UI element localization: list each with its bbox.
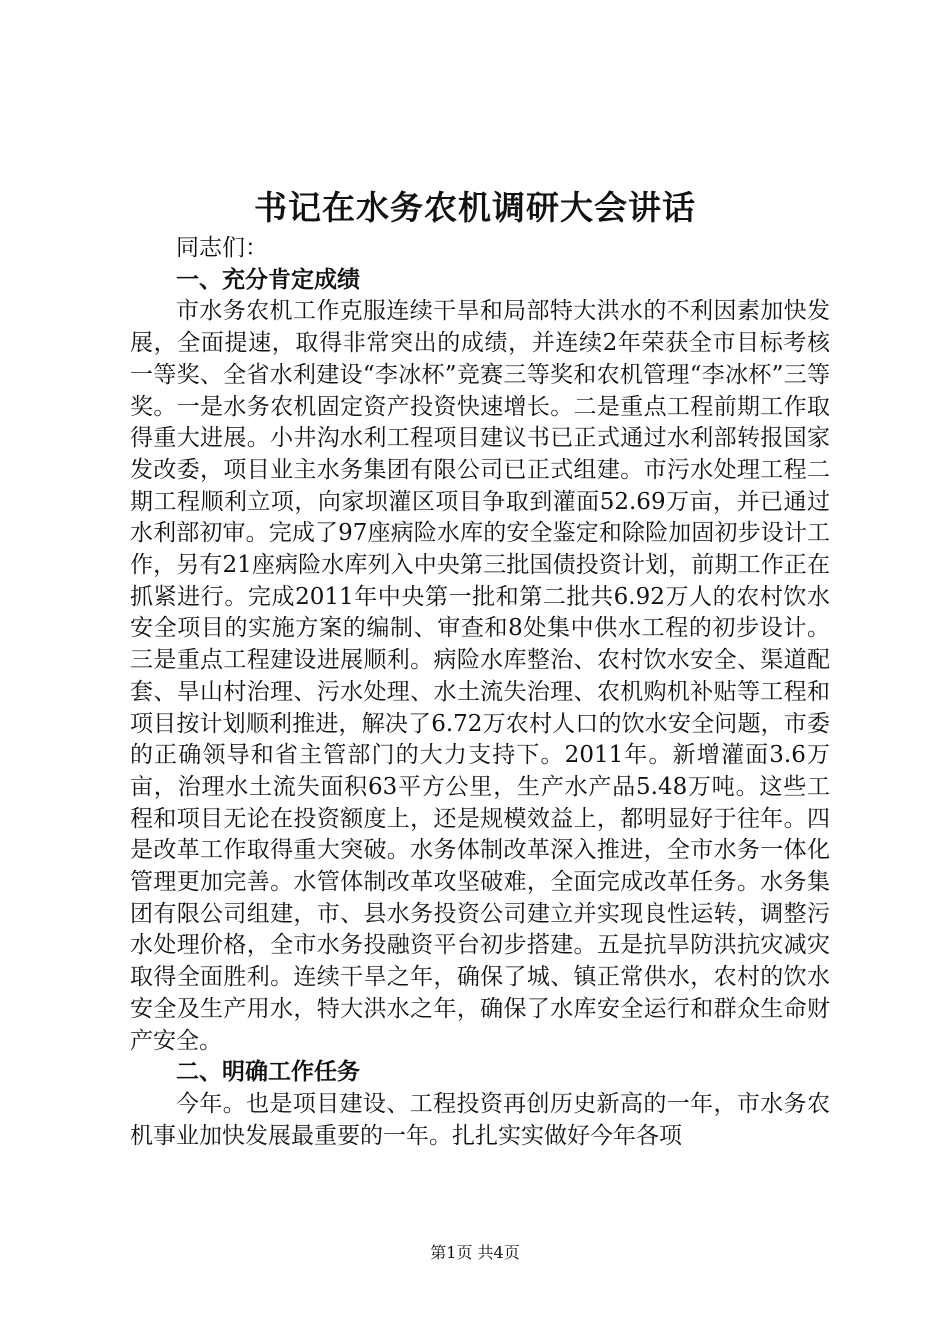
page-footer: 第1页 共4页: [430, 1243, 520, 1262]
section-heading: 二、明确工作任务: [176, 1059, 360, 1086]
section-paragraph: 市水务农机工作克服连续干旱和局部特大洪水的不利因素加快发展，全面提速，取得非常突出的成绩，并连续2年荣获全市目标考核一等奖、全省水利建设“李冰杯”竞赛三等奖和农机管理“李冰杯”三等奖。一是水务农机固定资产投资快速增长。二是重点工程前期工作取得重大进展。小井沟水利工程项目建议书已正式通过水利部转报国家发改委，项目业主水务集团有限公司已正式组建。市污水处理工程二期工程顺利立项，向家坝灌区项目争取到灌面52.69万亩，并已通过水利部初审。完成了97座病险水库的安全鉴定和除险加固初步设计工作，另有21座病险水库列入中央第三批国债投资计划，前期工作正在抓紧进行。完成2011年中央第一批和第二批共6.92万人的农村饮水安全项目的实施方案的编制、审查和8处集中供水工程的初步设计。三是重点工程建设进展顺利。病险水库整治、农村饮水安全、渠道配套、旱山村治理、污水处理、水土流失治理、农机购机补贴等工程和项目按计划顺利推进，解决了6.72万农村人口的饮水安全问题，市委的正确领导和省主管部门的大力支持下。2011年。新增灌面3.6万亩，治理水土流失面积63平方公里，生产水产品5.48万吨。这些工程和项目无论在投资额度上，还是规模效益上，都明显好于往年。四是改革工作取得重大突破。水务体制改革深入推进，全市水务一体化管理更加完善。水管体制改革攻坚破难，全面完成改革任务。水务集团有限公司组建，市、县水务投资公司建立并实现良性运转，调整污水处理价格，全市水务投融资平台初步搭建。五是抗旱防洪抗灾减灾取得全面胜利。连续干旱之年，确保了城、镇正常供水，农村的饮水安全及生产用水，特大洪水之年，确保了水库安全运行和群众生命财产安全。: [130, 298, 830, 1054]
document-body: [130, 233, 830, 1152]
section-paragraph: 今年。也是项目建设、工程投资再创历史新高的一年，市水务农机事业加快发展最重要的一年。扎扎实实做好今年各项: [130, 1090, 830, 1149]
document-title: 书记在水务农机调研大会讲话: [254, 188, 696, 227]
salutation: 同志们：: [176, 235, 268, 261]
section-heading: 一、充分肯定成绩: [176, 266, 360, 293]
